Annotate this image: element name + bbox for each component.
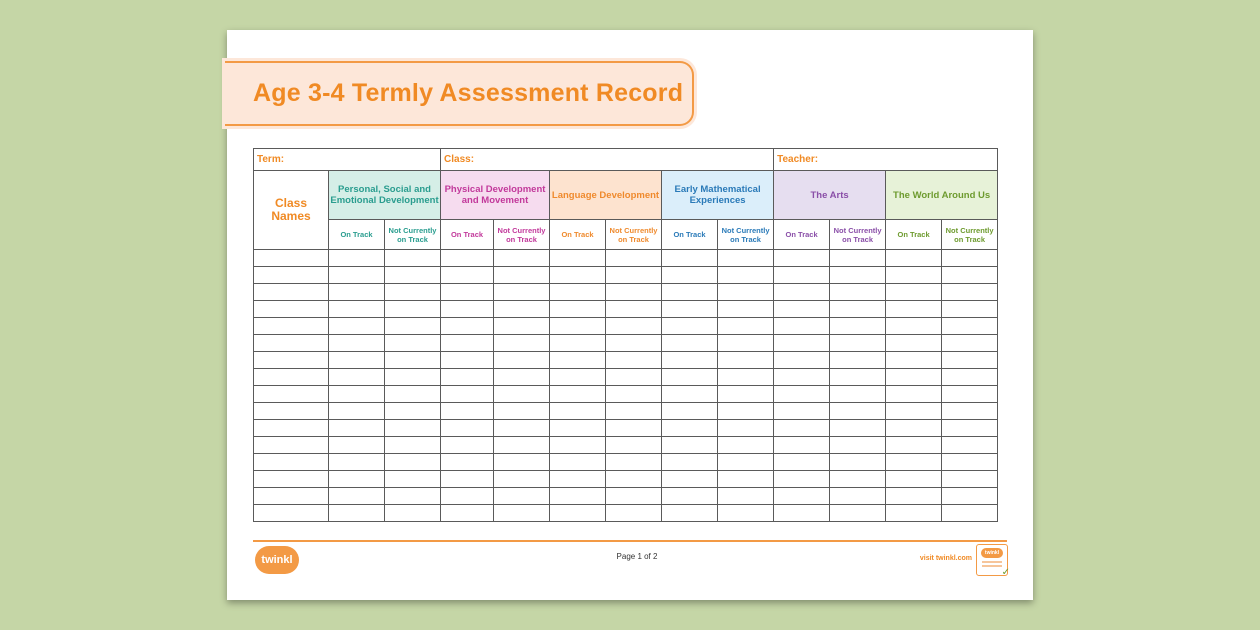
assessment-cell[interactable] [385, 369, 441, 386]
assessment-cell[interactable] [774, 318, 830, 335]
assessment-cell[interactable] [606, 471, 662, 488]
assessment-cell[interactable] [942, 318, 998, 335]
pupil-name-cell[interactable] [254, 386, 329, 403]
assessment-cell[interactable] [942, 505, 998, 522]
assessment-cell[interactable] [774, 250, 830, 267]
table-row [254, 488, 998, 505]
assessment-cell[interactable] [718, 437, 774, 454]
assessment-cell[interactable] [774, 437, 830, 454]
assessment-cell[interactable] [494, 352, 550, 369]
visit-link[interactable]: visit twinkl.com [919, 555, 972, 562]
assessment-cell[interactable] [606, 437, 662, 454]
assessment-cell[interactable] [830, 250, 886, 267]
assessment-cell[interactable] [662, 250, 718, 267]
assessment-cell[interactable] [886, 335, 942, 352]
area-header-maths: Early Mathematical Experiences [662, 171, 774, 220]
assessment-cell[interactable] [830, 420, 886, 437]
assessment-cell[interactable] [606, 403, 662, 420]
assessment-cell[interactable] [942, 471, 998, 488]
table-row [254, 403, 998, 420]
assessment-cell[interactable] [886, 420, 942, 437]
assessment-cell[interactable] [662, 335, 718, 352]
assessment-cell[interactable] [385, 386, 441, 403]
on-track-header: On Track [550, 220, 606, 250]
assessment-cell[interactable] [550, 301, 606, 318]
footer-divider [253, 540, 1007, 542]
assessment-cell[interactable] [385, 301, 441, 318]
assessment-cell[interactable] [329, 437, 385, 454]
pupil-name-cell[interactable] [254, 454, 329, 471]
assessment-cell[interactable] [494, 488, 550, 505]
assessment-cell[interactable] [830, 284, 886, 301]
assessment-cell[interactable] [830, 335, 886, 352]
table-row [254, 284, 998, 301]
assessment-cell[interactable] [385, 250, 441, 267]
assessment-cell[interactable] [718, 267, 774, 284]
assessment-cell[interactable] [662, 284, 718, 301]
assessment-cell[interactable] [329, 505, 385, 522]
assessment-cell[interactable] [385, 352, 441, 369]
assessment-cell[interactable] [494, 284, 550, 301]
assessment-cell[interactable] [886, 318, 942, 335]
area-header-physical: Physical Development and Movement [441, 171, 550, 220]
assessment-cell[interactable] [942, 420, 998, 437]
assessment-cell[interactable] [550, 454, 606, 471]
assessment-cell[interactable] [606, 488, 662, 505]
assessment-cell[interactable] [830, 454, 886, 471]
table-row [254, 420, 998, 437]
worksheet-page [227, 30, 1033, 600]
assessment-cell[interactable] [494, 250, 550, 267]
assessment-cell[interactable] [329, 318, 385, 335]
table-row [254, 301, 998, 318]
assessment-cell[interactable] [550, 437, 606, 454]
assessment-cell[interactable] [550, 505, 606, 522]
assessment-cell[interactable] [606, 335, 662, 352]
assessment-cell[interactable] [886, 437, 942, 454]
assessment-cell[interactable] [830, 471, 886, 488]
assessment-cell[interactable] [942, 284, 998, 301]
area-header-arts: The Arts [774, 171, 886, 220]
assessment-cell[interactable] [774, 454, 830, 471]
assessment-cell[interactable] [606, 301, 662, 318]
not-on-track-header: Not Currently on Track [718, 220, 774, 250]
assessment-cell[interactable] [441, 403, 494, 420]
pupil-name-cell[interactable] [254, 318, 329, 335]
assessment-cell[interactable] [606, 267, 662, 284]
class-names-header: Class Names [254, 171, 329, 250]
assessment-cell[interactable] [774, 369, 830, 386]
assessment-cell[interactable] [441, 250, 494, 267]
assessment-cell[interactable] [718, 505, 774, 522]
table-row [254, 369, 998, 386]
assessment-cell[interactable] [774, 403, 830, 420]
table-row [254, 335, 998, 352]
badge-lines [982, 561, 1002, 563]
not-on-track-header: Not Currently on Track [494, 220, 550, 250]
assessment-cell[interactable] [494, 505, 550, 522]
assessment-cell[interactable] [606, 369, 662, 386]
assessment-cell[interactable] [606, 284, 662, 301]
assessment-cell[interactable] [329, 267, 385, 284]
quality-standard-badge-icon [976, 544, 1008, 576]
assessment-cell[interactable] [662, 488, 718, 505]
assessment-cell[interactable] [385, 437, 441, 454]
assessment-cell[interactable] [718, 403, 774, 420]
assessment-cell[interactable] [942, 454, 998, 471]
assessment-cell[interactable] [385, 471, 441, 488]
assessment-cell[interactable] [886, 284, 942, 301]
assessment-cell[interactable] [494, 420, 550, 437]
assessment-cell[interactable] [385, 420, 441, 437]
table-row [254, 267, 998, 284]
assessment-cell[interactable] [774, 471, 830, 488]
assessment-cell[interactable] [550, 352, 606, 369]
teacher-field[interactable]: Teacher: [774, 149, 998, 171]
assessment-cell[interactable] [329, 250, 385, 267]
assessment-cell[interactable] [441, 267, 494, 284]
assessment-cell[interactable] [774, 505, 830, 522]
pupil-name-cell[interactable] [254, 335, 329, 352]
assessment-cell[interactable] [662, 471, 718, 488]
assessment-cell[interactable] [606, 505, 662, 522]
assessment-cell[interactable] [441, 420, 494, 437]
assessment-cell[interactable] [494, 471, 550, 488]
assessment-cell[interactable] [886, 250, 942, 267]
not-on-track-header: Not Currently on Track [942, 220, 998, 250]
assessment-cell[interactable] [329, 352, 385, 369]
assessment-cell[interactable] [494, 454, 550, 471]
pupil-name-cell[interactable] [254, 250, 329, 267]
assessment-cell[interactable] [886, 369, 942, 386]
assessment-cell[interactable] [385, 454, 441, 471]
assessment-cell[interactable] [830, 488, 886, 505]
assessment-cell[interactable] [550, 386, 606, 403]
assessment-cell[interactable] [774, 488, 830, 505]
assessment-cell[interactable] [774, 284, 830, 301]
assessment-cell[interactable] [886, 301, 942, 318]
page-number: Page 1 of 2 [616, 552, 658, 561]
assessment-cell[interactable] [718, 352, 774, 369]
assessment-cell[interactable] [441, 369, 494, 386]
assessment-cell[interactable] [550, 488, 606, 505]
assessment-cell[interactable] [606, 250, 662, 267]
assessment-cell[interactable] [662, 437, 718, 454]
assessment-cell[interactable] [718, 386, 774, 403]
assessment-cell[interactable] [385, 505, 441, 522]
assessment-cell[interactable] [830, 386, 886, 403]
assessment-table [253, 148, 998, 522]
assessment-cell[interactable] [329, 284, 385, 301]
assessment-cell[interactable] [494, 403, 550, 420]
assessment-cell[interactable] [441, 301, 494, 318]
assessment-cell[interactable] [329, 403, 385, 420]
assessment-cell[interactable] [662, 318, 718, 335]
assessment-cell[interactable] [942, 267, 998, 284]
sub-header-row [254, 220, 998, 250]
pupil-name-cell[interactable] [254, 301, 329, 318]
pupil-name-cell[interactable] [254, 284, 329, 301]
pupil-name-cell[interactable] [254, 352, 329, 369]
assessment-cell[interactable] [329, 420, 385, 437]
assessment-cell[interactable] [718, 471, 774, 488]
assessment-cell[interactable] [494, 318, 550, 335]
table-row [254, 318, 998, 335]
pupil-name-cell[interactable] [254, 403, 329, 420]
assessment-cell[interactable] [329, 471, 385, 488]
assessment-cell[interactable] [774, 386, 830, 403]
assessment-cell[interactable] [662, 420, 718, 437]
table-row [254, 352, 998, 369]
table-row [254, 250, 998, 267]
assessment-cell[interactable] [662, 505, 718, 522]
assessment-cell[interactable] [606, 318, 662, 335]
assessment-cell[interactable] [441, 437, 494, 454]
assessment-cell[interactable] [886, 454, 942, 471]
class-field[interactable]: Class: [441, 149, 774, 171]
assessment-cell[interactable] [550, 318, 606, 335]
assessment-cell[interactable] [886, 488, 942, 505]
assessment-cell[interactable] [441, 454, 494, 471]
assessment-cell[interactable] [718, 369, 774, 386]
assessment-cell[interactable] [606, 386, 662, 403]
assessment-cell[interactable] [441, 318, 494, 335]
assessment-cell[interactable] [886, 403, 942, 420]
assessment-cell[interactable] [886, 386, 942, 403]
assessment-cell[interactable] [385, 335, 441, 352]
assessment-cell[interactable] [329, 386, 385, 403]
twinkl-logo[interactable]: twinkl [255, 546, 299, 574]
assessment-cell[interactable] [830, 352, 886, 369]
on-track-header: On Track [441, 220, 494, 250]
assessment-cell[interactable] [606, 454, 662, 471]
assessment-cell[interactable] [550, 284, 606, 301]
assessment-cell[interactable] [441, 471, 494, 488]
meta-row [254, 149, 998, 171]
assessment-cell[interactable] [942, 352, 998, 369]
table-row [254, 454, 998, 471]
assessment-cell[interactable] [718, 420, 774, 437]
on-track-header: On Track [329, 220, 385, 250]
area-header-pse: Personal, Social and Emotional Development [329, 171, 441, 220]
assessment-cell[interactable] [441, 488, 494, 505]
assessment-cell[interactable] [385, 403, 441, 420]
assessment-cell[interactable] [886, 471, 942, 488]
assessment-cell[interactable] [329, 369, 385, 386]
assessment-cell[interactable] [385, 267, 441, 284]
assessment-cell[interactable] [550, 420, 606, 437]
not-on-track-header: Not Currently on Track [385, 220, 441, 250]
area-header-world: The World Around Us [886, 171, 998, 220]
assessment-cell[interactable] [718, 488, 774, 505]
assessment-cell[interactable] [494, 335, 550, 352]
assessment-cell[interactable] [718, 301, 774, 318]
assessment-cell[interactable] [718, 250, 774, 267]
assessment-cell[interactable] [830, 318, 886, 335]
assessment-cell[interactable] [662, 403, 718, 420]
badge-logo: twinkl [981, 548, 1003, 558]
table-row [254, 437, 998, 454]
assessment-cell[interactable] [494, 386, 550, 403]
pupil-name-cell[interactable] [254, 488, 329, 505]
assessment-cell[interactable] [329, 488, 385, 505]
pupil-name-cell[interactable] [254, 505, 329, 522]
assessment-cell[interactable] [830, 403, 886, 420]
assessment-cell[interactable] [550, 335, 606, 352]
assessment-cell[interactable] [942, 369, 998, 386]
assessment-cell[interactable] [830, 505, 886, 522]
assessment-cell[interactable] [886, 267, 942, 284]
assessment-cell[interactable] [942, 488, 998, 505]
assessment-cell[interactable] [830, 267, 886, 284]
assessment-cell[interactable] [494, 369, 550, 386]
term-field[interactable]: Term: [254, 149, 441, 171]
pupil-name-cell[interactable] [254, 267, 329, 284]
assessment-cell[interactable] [774, 352, 830, 369]
assessment-cell[interactable] [774, 301, 830, 318]
assessment-cell[interactable] [441, 505, 494, 522]
assessment-cell[interactable] [774, 335, 830, 352]
assessment-cell[interactable] [662, 301, 718, 318]
assessment-cell[interactable] [385, 284, 441, 301]
assessment-cell[interactable] [830, 301, 886, 318]
assessment-cell[interactable] [718, 335, 774, 352]
assessment-cell[interactable] [942, 386, 998, 403]
assessment-cell[interactable] [385, 318, 441, 335]
assessment-cell[interactable] [662, 454, 718, 471]
pupil-name-cell[interactable] [254, 437, 329, 454]
assessment-cell[interactable] [662, 352, 718, 369]
assessment-cell[interactable] [494, 267, 550, 284]
title-banner [225, 61, 694, 126]
assessment-cell[interactable] [942, 250, 998, 267]
pupil-rows [254, 250, 998, 522]
assessment-cell[interactable] [662, 386, 718, 403]
table-row [254, 505, 998, 522]
assessment-cell[interactable] [550, 471, 606, 488]
not-on-track-header: Not Currently on Track [606, 220, 662, 250]
assessment-cell[interactable] [942, 301, 998, 318]
table-row [254, 471, 998, 488]
assessment-cell[interactable] [886, 352, 942, 369]
assessment-cell[interactable] [329, 301, 385, 318]
assessment-cell[interactable] [329, 454, 385, 471]
assessment-cell[interactable] [830, 369, 886, 386]
assessment-cell[interactable] [441, 335, 494, 352]
table-row [254, 386, 998, 403]
assessment-cell[interactable] [830, 437, 886, 454]
assessment-cell[interactable] [942, 403, 998, 420]
assessment-cell[interactable] [329, 335, 385, 352]
assessment-cell[interactable] [662, 369, 718, 386]
pupil-name-cell[interactable] [254, 369, 329, 386]
assessment-cell[interactable] [494, 437, 550, 454]
assessment-cell[interactable] [718, 454, 774, 471]
assessment-cell[interactable] [441, 284, 494, 301]
on-track-header: On Track [774, 220, 830, 250]
assessment-cell[interactable] [774, 267, 830, 284]
page-title: Age 3-4 Termly Assessment Record [253, 79, 684, 107]
assessment-cell[interactable] [942, 335, 998, 352]
pupil-name-cell[interactable] [254, 420, 329, 437]
assessment-cell[interactable] [606, 420, 662, 437]
area-header-row [254, 171, 998, 220]
assessment-cell[interactable] [942, 437, 998, 454]
assessment-cell[interactable] [662, 267, 718, 284]
assessment-cell[interactable] [606, 352, 662, 369]
assessment-cell[interactable] [494, 301, 550, 318]
not-on-track-header: Not Currently on Track [830, 220, 886, 250]
assessment-cell[interactable] [718, 318, 774, 335]
assessment-cell[interactable] [550, 267, 606, 284]
assessment-cell[interactable] [441, 386, 494, 403]
pupil-name-cell[interactable] [254, 471, 329, 488]
assessment-cell[interactable] [550, 403, 606, 420]
assessment-cell[interactable] [441, 352, 494, 369]
assessment-cell[interactable] [718, 284, 774, 301]
on-track-header: On Track [662, 220, 718, 250]
assessment-cell[interactable] [774, 420, 830, 437]
on-track-header: On Track [886, 220, 942, 250]
assessment-cell[interactable] [886, 505, 942, 522]
assessment-cell[interactable] [550, 250, 606, 267]
check-icon: ✓ [1001, 567, 1010, 578]
area-header-language: Language Development [550, 171, 662, 220]
assessment-cell[interactable] [550, 369, 606, 386]
assessment-cell[interactable] [385, 488, 441, 505]
